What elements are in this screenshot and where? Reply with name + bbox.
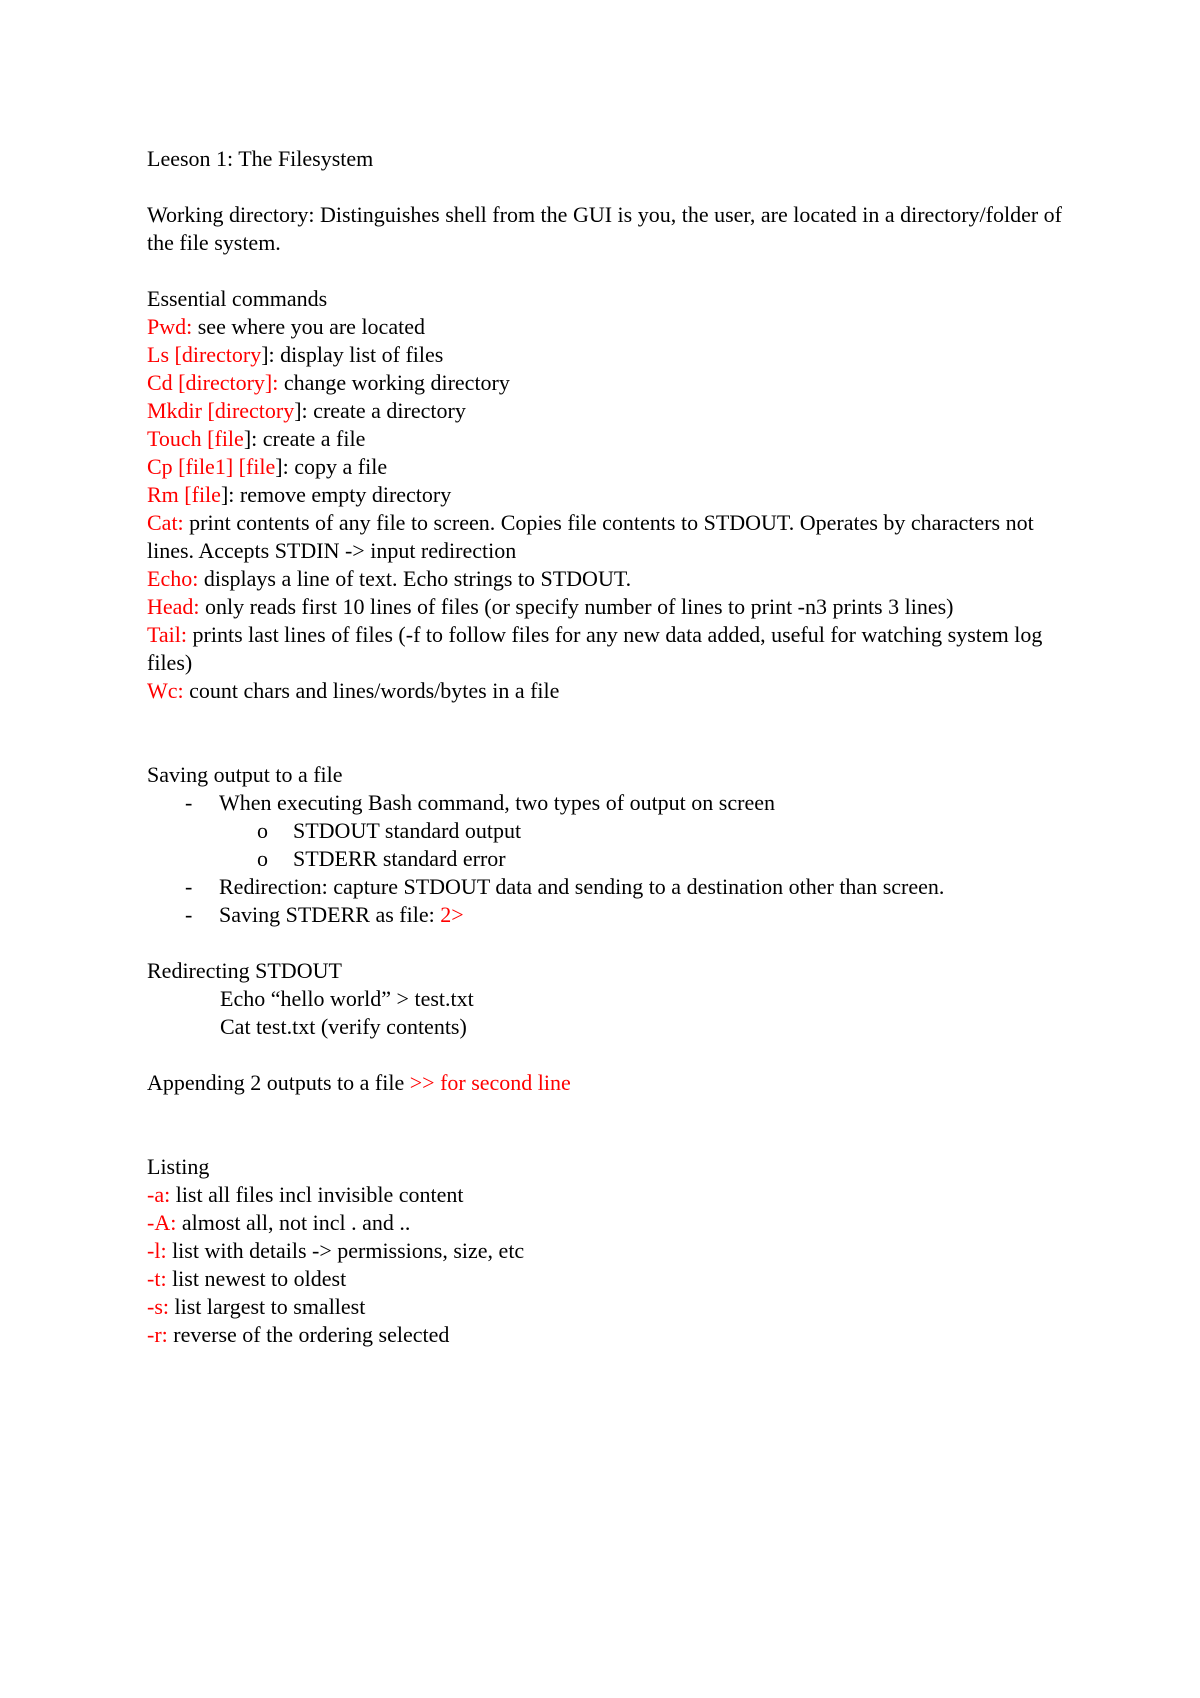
command-description: ]: display list of files	[261, 342, 444, 367]
command-item	[147, 397, 1067, 425]
command-item	[147, 565, 1067, 593]
command-item	[147, 621, 1067, 677]
page-title: Leeson 1: The Filesystem	[147, 146, 374, 171]
flag-item	[147, 1181, 1067, 1209]
command-description: ]: copy a file	[275, 454, 388, 479]
flag-description: list with details -> permissions, size, etc	[166, 1238, 525, 1263]
command-label: Mkdir [directory	[147, 398, 295, 423]
saving-sub-bullet-2	[147, 845, 1067, 873]
bullet-text: When executing Bash command, two types of output on screen	[219, 790, 775, 815]
flag-label: -t:	[147, 1266, 167, 1291]
saving-bullet-3	[147, 901, 1067, 929]
spacer	[147, 929, 1067, 957]
circle-marker: o	[257, 818, 268, 843]
command-description: displays a line of text. Echo strings to STDOUT.	[198, 566, 632, 591]
essential-command-list	[147, 313, 1067, 705]
circle-marker: o	[257, 846, 268, 871]
command-item	[147, 453, 1067, 481]
command-description: prints last lines of files (-f to follow files for any new data added, useful for watching system log files)	[147, 622, 1043, 675]
bullet-highlight: 2>	[440, 902, 464, 927]
flag-item	[147, 1265, 1067, 1293]
flag-label: -l:	[147, 1238, 167, 1263]
redirecting-heading: Redirecting STDOUT	[147, 958, 342, 983]
flag-description: reverse of the ordering selected	[167, 1322, 450, 1347]
flag-description: list newest to oldest	[166, 1266, 347, 1291]
flag-label: -s:	[147, 1294, 169, 1319]
command-item	[147, 677, 1067, 705]
flag-item	[147, 1321, 1067, 1349]
bullet-text: STDERR standard error	[293, 846, 506, 871]
bullet-text: Saving STDERR as file:	[219, 902, 441, 927]
listing-flag-list	[147, 1181, 1067, 1349]
appending-text: Appending 2 outputs to a file	[147, 1070, 410, 1095]
command-description: ]: create a file	[243, 426, 366, 451]
saving-bullet-2	[147, 873, 1067, 901]
document-content	[147, 145, 1067, 1349]
command-description: ]: create a directory	[294, 398, 466, 423]
command-label: Echo:	[147, 566, 199, 591]
command-label: Tail:	[147, 622, 188, 647]
flag-description: list all files incl invisible content	[170, 1182, 464, 1207]
appending-highlight: >> for second line	[409, 1070, 571, 1095]
flag-item	[147, 1293, 1067, 1321]
appending-line	[147, 1069, 1067, 1097]
flag-item	[147, 1209, 1067, 1237]
saving-heading: Saving output to a file	[147, 762, 343, 787]
command-label: Ls [directory	[147, 342, 262, 367]
command-label: Cp [file1] [file	[147, 454, 276, 479]
command-item	[147, 593, 1067, 621]
spacer	[147, 705, 1067, 761]
flag-item	[147, 1237, 1067, 1265]
intro-paragraph: Working directory: Distinguishes shell from the GUI is you, the user, are located in a directory/folder of the file system.	[147, 202, 1062, 255]
command-description: ]: remove empty directory	[220, 482, 452, 507]
command-label: Cd [directory]:	[147, 370, 279, 395]
command-label: Pwd:	[147, 314, 193, 339]
dash-marker: -	[185, 902, 193, 927]
command-item	[147, 369, 1067, 397]
redirecting-line-2: Cat test.txt (verify contents)	[220, 1014, 467, 1039]
spacer	[147, 1041, 1067, 1069]
redirecting-line-1: Echo “hello world” > test.txt	[220, 986, 474, 1011]
spacer	[147, 1097, 1067, 1153]
command-item	[147, 313, 1067, 341]
listing-heading: Listing	[147, 1154, 210, 1179]
saving-sub-bullet-1	[147, 817, 1067, 845]
flag-label: -a:	[147, 1182, 171, 1207]
command-label: Rm [file	[147, 482, 221, 507]
command-label: Touch [file	[147, 426, 244, 451]
command-description: only reads first 10 lines of files (or specify number of lines to print -n3 prints 3 lines)	[199, 594, 954, 619]
flag-label: -r:	[147, 1322, 168, 1347]
spacer	[147, 257, 1067, 285]
command-label: Head:	[147, 594, 200, 619]
essential-heading: Essential commands	[147, 286, 328, 311]
dash-marker: -	[185, 790, 193, 815]
saving-bullet-1	[147, 789, 1067, 817]
command-description: count chars and lines/words/bytes in a file	[183, 678, 560, 703]
command-item	[147, 481, 1067, 509]
bullet-text: STDOUT standard output	[293, 818, 522, 843]
command-description: change working directory	[278, 370, 510, 395]
flag-description: list largest to smallest	[169, 1294, 366, 1319]
command-item	[147, 425, 1067, 453]
command-label: Wc:	[147, 678, 184, 703]
command-description: see where you are located	[192, 314, 425, 339]
command-item	[147, 509, 1067, 565]
command-description: print contents of any file to screen. Copies file contents to STDOUT. Operates by characters not lines. Accepts STDIN -> input redirection	[147, 510, 1034, 563]
command-label: Cat:	[147, 510, 184, 535]
flag-label: -A:	[147, 1210, 177, 1235]
dash-marker: -	[185, 874, 193, 899]
bullet-text: Redirection: capture STDOUT data and sending to a destination other than screen.	[219, 874, 945, 899]
command-item	[147, 341, 1067, 369]
flag-description: almost all, not incl . and ..	[176, 1210, 411, 1235]
spacer	[147, 173, 1067, 201]
